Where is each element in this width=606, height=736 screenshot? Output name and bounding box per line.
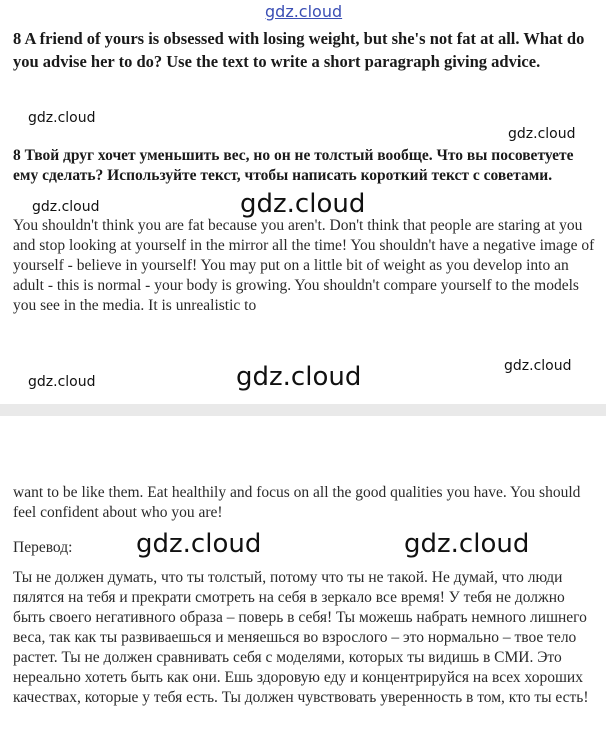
- watermark-large: gdz.cloud: [240, 189, 366, 219]
- page-divider: [0, 404, 606, 416]
- watermark: gdz.cloud: [504, 358, 572, 374]
- watermark-large: gdz.cloud: [404, 529, 530, 559]
- task-russian: 8 Твой друг хочет уменьшить вес, но он не толстый вообще. Что вы посоветуете ему сделать? Используйте текст, чтобы написать короткий текст с советами.: [13, 147, 574, 184]
- watermark-large: gdz.cloud: [136, 529, 262, 559]
- answer-english-part1: You shouldn't think you are fat because you aren't. Don't think that people are staring at you and stop looking at yourself in the mirror all the time! You shouldn't have a negative image of yourself - believe in yourself! You may put on a little bit of weight as you develop into an adult - this is normal - your body is growing. You shouldn't compare yourself to the models you see in the media. It is unrealistic to: [13, 217, 595, 314]
- bottom-page-fragment: [0, 416, 606, 736]
- watermark: gdz.cloud: [32, 199, 100, 215]
- translation-text: Ты не должен думать, что ты толстый, потому что ты не такой. Не думай, что люди пялятся на тебя и прекрати смотреть на себя в зеркало все время! У тебя не должно быть своего негативного образа – поверь в себя! Ты можешь набрать немного лишнего веса, так как ты развиваешься и меняешься во взрослого – это нормально – твое тело растет. Ты не должен сравнивать себя с моделями, которых ты видишь в СМИ. Это нереально хотеть быть как они. Ешь здоровую еду и концентрируйся на всех хороших качествах, которые у тебя есть. Ты должен чувствовать уверенность в том, кто ты есть!: [13, 569, 589, 706]
- translation-label: Перевод:: [13, 539, 73, 556]
- watermark: gdz.cloud: [508, 126, 576, 142]
- watermark: gdz.cloud: [28, 374, 96, 390]
- answer-english-part2: want to be like them. Eat healthily and focus on all the good qualities you have. You should feel confident about who you are!: [13, 484, 581, 521]
- watermark: gdz.cloud: [28, 110, 96, 126]
- task-english: 8 A friend of yours is obsessed with losing weight, but she's not fat at all. What do you advise her to do? Use the text to write a short paragraph giving advice.: [13, 29, 585, 71]
- watermark-header-link[interactable]: gdz.cloud: [265, 2, 343, 21]
- watermark-large: gdz.cloud: [236, 362, 362, 392]
